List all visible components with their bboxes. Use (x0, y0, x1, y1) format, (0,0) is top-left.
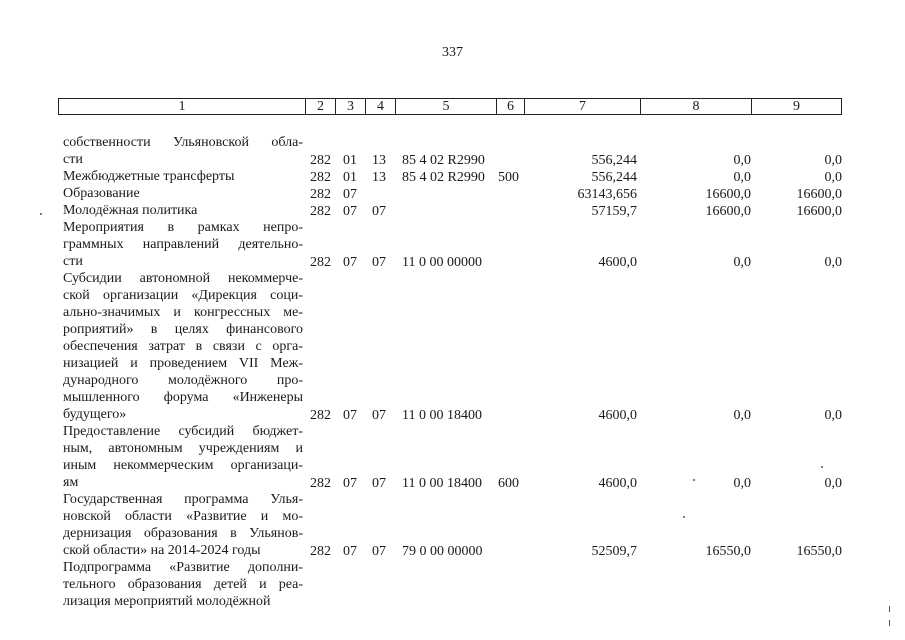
description-line: тельного образования детей и реа- (63, 577, 303, 592)
description-line: Государственная программа Улья- (63, 492, 303, 507)
cell-col-4: 13 (372, 170, 386, 185)
cell-col-9: 0,0 (824, 476, 842, 491)
header-col-1: 1 (59, 99, 306, 114)
row-description (63, 185, 303, 202)
description-line: дернизация образования в Ульянов- (63, 526, 303, 541)
description-line: дународного молодёжного про- (63, 373, 303, 388)
cell-col-7: 4600,0 (598, 408, 637, 423)
cell-col-8: 0,0 (733, 170, 751, 185)
header-col-9: 9 (793, 99, 800, 114)
header-col-8: 8 (641, 99, 752, 114)
description-line: Субсидии автономной некоммерче- (63, 271, 303, 286)
cell-col-9: 0,0 (824, 170, 842, 185)
header-col-6: 6 (497, 99, 525, 114)
table-row (0, 185, 905, 202)
cell-col-7: 52509,7 (591, 544, 637, 559)
header-col-2: 2 (306, 99, 336, 114)
cell-col-3: 07 (343, 255, 357, 270)
description-line: Предоставление субсидий бюджет- (63, 424, 303, 439)
cell-col-2: 282 (310, 544, 331, 559)
description-line: обеспечения затрат в связи с орга- (63, 339, 303, 354)
description-line: мышленного форума «Инженеры (63, 390, 303, 405)
header-col-4: 4 (366, 99, 396, 114)
scan-speck (889, 606, 890, 612)
table-row (0, 559, 905, 610)
scan-speck (821, 466, 823, 468)
cell-col-7: 57159,7 (591, 204, 637, 219)
scan-speck (683, 516, 685, 518)
description-line: сти (63, 254, 83, 269)
cell-col-5: 85 4 02 R2990 (402, 170, 485, 185)
cell-col-4: 07 (372, 544, 386, 559)
cell-col-4: 07 (372, 255, 386, 270)
cell-col-4: 13 (372, 153, 386, 168)
description-line: Мероприятия в рамках непро- (63, 220, 303, 235)
cell-col-2: 282 (310, 153, 331, 168)
description-line: роприятий» в целях финансового (63, 322, 303, 337)
description-line: Межбюджетные трансферты (63, 169, 235, 184)
table-header (58, 98, 842, 115)
cell-col-3: 07 (343, 476, 357, 491)
description-line: Образование (63, 186, 140, 201)
table-row (0, 219, 905, 270)
cell-col-5: 11 0 00 00000 (402, 255, 482, 270)
description-line: лизация мероприятий молодёжной (63, 594, 271, 609)
cell-col-4: 07 (372, 476, 386, 491)
cell-col-9: 0,0 (824, 153, 842, 168)
cell-col-3: 01 (343, 170, 357, 185)
cell-col-4: 07 (372, 204, 386, 219)
cell-col-7: 63143,656 (577, 187, 637, 202)
cell-col-3: 07 (343, 408, 357, 423)
description-line: новской области «Развитие и мо- (63, 509, 303, 524)
cell-col-9: 16600,0 (796, 187, 842, 202)
description-line: сти (63, 152, 83, 167)
cell-col-2: 282 (310, 255, 331, 270)
cell-col-7: 556,244 (591, 170, 637, 185)
cell-col-8: 0,0 (733, 476, 751, 491)
description-line: низацией и проведением VII Меж- (63, 356, 303, 371)
cell-col-2: 282 (310, 204, 331, 219)
scan-speck (889, 620, 890, 626)
header-col-3: 3 (336, 99, 366, 114)
cell-col-9: 0,0 (824, 255, 842, 270)
description-line: Подпрограмма «Развитие дополни- (63, 560, 303, 575)
cell-col-9 (753, 594, 842, 611)
cell-col-9: 16550,0 (796, 544, 842, 559)
cell-col-8: 0,0 (733, 153, 751, 168)
cell-col-2: 282 (310, 408, 331, 423)
cell-col-2: 282 (310, 187, 331, 202)
cell-col-3: 01 (343, 153, 357, 168)
table-row (0, 491, 905, 559)
table-row (0, 168, 905, 185)
cell-col-5: 11 0 00 18400 (402, 408, 482, 423)
description-line: ской организации «Дирекция соци- (63, 288, 303, 303)
cell-col-5: 11 0 00 18400 (402, 476, 482, 491)
cell-col-8: 0,0 (733, 408, 751, 423)
cell-col-2: 282 (310, 476, 331, 491)
row-description (63, 168, 303, 185)
cell-col-8: 0,0 (733, 255, 751, 270)
cell-col-3: 07 (343, 204, 357, 219)
description-line: ям (63, 475, 79, 490)
row-description (63, 202, 303, 219)
cell-col-8: 16600,0 (705, 204, 751, 219)
cell-col-6: 600 (498, 476, 519, 491)
description-line: будущего» (63, 407, 127, 422)
table-row (0, 423, 905, 491)
row-description (63, 559, 303, 610)
table-row (0, 134, 905, 168)
cell-col-3: 07 (343, 544, 357, 559)
scan-speck (40, 213, 42, 215)
row-description (63, 491, 303, 559)
header-col-7: 7 (525, 99, 641, 114)
cell-col-5: 85 4 02 R2990 (402, 153, 485, 168)
cell-col-7 (520, 594, 637, 611)
row-description (63, 219, 303, 270)
description-line: ным, автономным учреждениям и (63, 441, 303, 456)
cell-col-7: 4600,0 (598, 476, 637, 491)
scan-speck (693, 479, 695, 481)
cell-col-8: 16600,0 (705, 187, 751, 202)
row-description (63, 134, 303, 168)
row-description (63, 270, 303, 423)
page-number: 337 (442, 45, 463, 60)
cell-col-7: 556,244 (591, 153, 637, 168)
description-line: собственности Ульяновской обла- (63, 135, 303, 150)
cell-col-4: 07 (372, 408, 386, 423)
cell-col-2: 282 (310, 170, 331, 185)
cell-col-7: 4600,0 (598, 255, 637, 270)
cell-col-9: 16600,0 (796, 204, 842, 219)
cell-col-3: 07 (343, 187, 357, 202)
description-line: ской области» на 2014-2024 годы (63, 543, 261, 558)
cell-col-9: 0,0 (824, 408, 842, 423)
description-line: ально-значимых и конгрессных ме- (63, 305, 303, 320)
table-row (0, 270, 905, 423)
description-line: иным некоммерческим организаци- (63, 458, 303, 473)
table-row (0, 202, 905, 219)
cell-col-8 (640, 594, 751, 611)
cell-col-5: 79 0 00 00000 (402, 544, 483, 559)
row-description (63, 423, 303, 491)
cell-col-6: 500 (498, 170, 519, 185)
description-line: граммных направлений деятельно- (63, 237, 303, 252)
header-col-5: 5 (396, 99, 497, 114)
cell-col-8: 16550,0 (705, 544, 751, 559)
description-line: Молодёжная политика (63, 203, 198, 218)
